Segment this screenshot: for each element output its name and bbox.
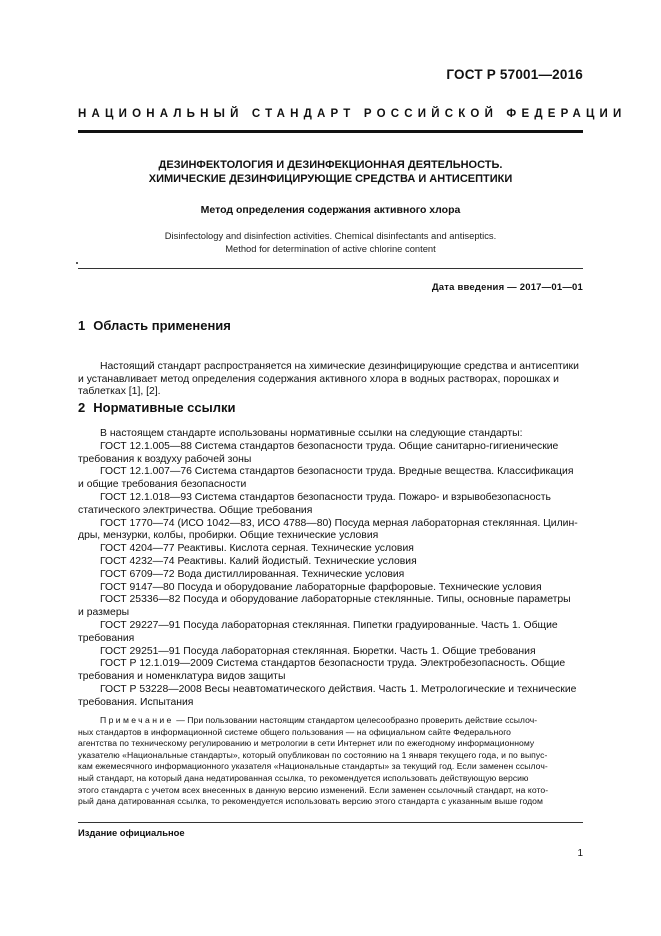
document-title bbox=[78, 158, 583, 186]
reference-line: требования. Испытания bbox=[78, 696, 194, 708]
national-standard-banner: НАЦИОНАЛЬНЫЙ СТАНДАРТ РОССИЙСКОЙ ФЕДЕРАЦИИ bbox=[78, 108, 627, 120]
note-line: рый дана датированная ссылка, то рекомендуется использовать версию этого стандарта с указанным выше годом bbox=[78, 796, 543, 807]
note-line: указателю «Национальные стандарты», который опубликован по состоянию на 1 января текущего года, и по выпус- bbox=[78, 749, 548, 760]
section-1-line: и устанавливает метод определения содержания активного хлора в водных растворах, порошках и bbox=[78, 373, 559, 385]
reference-line: ГОСТ 12.1.018—93 Система стандартов безопасности труда. Пожаро- и взрывобезопасность bbox=[100, 491, 551, 503]
note-line: — При пользовании настоящим стандартом целесообразно проверить действие ссылоч- bbox=[176, 715, 538, 725]
section-2-title: Нормативные ссылки bbox=[93, 400, 236, 415]
reference-line: ГОСТ 25336—82 Посуда и оборудование лабораторные стеклянные. Типы, основные параметры bbox=[100, 594, 571, 606]
reference-line: В настоящем стандарте использованы нормативные ссылки на следующие стандарты: bbox=[100, 428, 523, 439]
official-edition-label: Издание официальное bbox=[78, 827, 185, 838]
reference-line: ГОСТ Р 12.1.019—2009 Система стандартов безопасности труда. Электробезопасность. Общие bbox=[100, 658, 566, 670]
section-1-line bbox=[78, 348, 583, 374]
english-title-line-1: Disinfectology and disinfection activities. Chemical disinfectants and antiseptics. bbox=[164, 230, 497, 241]
reference-line: и общие требования безопасности bbox=[78, 479, 247, 491]
title-line-1: ДЕЗИНФЕКТОЛОГИЯ И ДЕЗИНФЕКЦИОННАЯ ДЕЯТЕЛЬНОСТЬ. bbox=[158, 159, 503, 171]
reference-line: ГОСТ 12.1.005—88 Система стандартов безопасности труда. Общие санитарно-гигиенические bbox=[100, 440, 559, 452]
reference-line: ГОСТ 4204—77 Реактивы. Кислота серная. Технические условия bbox=[100, 543, 414, 555]
reference-line: ГОСТ 29251—91 Посуда лабораторная стеклянная. Бюретки. Часть 1. Общие требования bbox=[100, 645, 536, 657]
section-1-line: таблетках [1], [2]. bbox=[78, 386, 161, 398]
document-code: ГОСТ Р 57001—2016 bbox=[446, 67, 583, 82]
reference-line: ГОСТ 12.1.007—76 Система стандартов безопасности труда. Вредные вещества. Классификация bbox=[100, 466, 574, 478]
page-number: 1 bbox=[577, 848, 583, 859]
note-line: этого стандарта с учетом всех внесенных в данную версию изменений. Если заменен ссылочный стандарт, на кото- bbox=[78, 784, 549, 795]
normative-references bbox=[78, 428, 583, 710]
english-title-line-2: Method for determination of active chlorine content bbox=[225, 243, 436, 254]
note-line: ный стандарт, на который дана недатированная ссылка, то рекомендуется использовать действующую версию bbox=[78, 772, 529, 783]
english-title bbox=[78, 229, 583, 255]
effective-date: Дата введения — 2017—01—01 bbox=[431, 282, 583, 293]
reference-line: ГОСТ 1770—74 (ИСО 1042—83, ИСО 4788—80) Посуда мерная лабораторная стеклянная. Цилин- bbox=[100, 517, 578, 529]
reference-line: требования и номенклатура видов защиты bbox=[78, 671, 286, 683]
reference-line: ГОСТ 29227—91 Посуда лабораторная стеклянная. Пипетки градуированные. Часть 1. Общие bbox=[100, 619, 558, 631]
note-label: Примечание bbox=[100, 715, 174, 725]
document-subtitle: Метод определения содержания активного хлора bbox=[200, 204, 461, 216]
section-1-number: 1 bbox=[78, 318, 86, 333]
note-line: кам ежемесячного информационного указателя «Национальные стандарты» за текущий год. Если заменен ссылоч- bbox=[78, 761, 548, 772]
reference-line: дры, мензурки, колбы, пробирки. Общие технические условия bbox=[78, 530, 379, 542]
reference-line: статического электричества. Общие требования bbox=[78, 504, 313, 516]
note-line: ных стандартов в информационной системе общего пользования — на официальном сайте Федерального bbox=[78, 726, 512, 737]
reference-line: требования bbox=[78, 632, 135, 644]
title-divider bbox=[78, 268, 583, 269]
section-2-number: 2 bbox=[78, 400, 86, 415]
reference-line: требования к воздуху рабочей зоны bbox=[78, 453, 252, 465]
reference-line: ГОСТ 4232—74 Реактивы. Калий йодистый. Технические условия bbox=[100, 555, 417, 567]
reference-line: ГОСТ 9147—80 Посуда и оборудование лабораторные фарфоровые. Технические условия bbox=[100, 581, 542, 593]
section-1-title: Область применения bbox=[93, 318, 231, 333]
header-divider bbox=[78, 130, 583, 133]
title-line-2: ХИМИЧЕСКИЕ ДЕЗИНФИЦИРУЮЩИЕ СРЕДСТВА И АНТИСЕПТИКИ bbox=[148, 173, 513, 185]
note-line: агентства по техническому регулированию и метрологии в сети Интернет или по ежегодному информационному bbox=[78, 738, 535, 749]
section-1-text bbox=[78, 348, 583, 399]
note-block bbox=[78, 715, 583, 808]
note-line-first bbox=[78, 715, 583, 727]
section-1-heading bbox=[78, 318, 231, 333]
section-1-line-text: Настоящий стандарт распространяется на химические дезинфицирующие средства и антисептики bbox=[100, 360, 579, 372]
footer-divider bbox=[78, 822, 583, 823]
reference-line: и размеры bbox=[78, 607, 130, 619]
section-2-heading bbox=[78, 400, 235, 415]
reference-line: ГОСТ 6709—72 Вода дистиллированная. Технические условия bbox=[100, 568, 405, 580]
stray-dot bbox=[76, 262, 78, 264]
reference-line: ГОСТ Р 53228—2008 Весы неавтоматического действия. Часть 1. Метрологические и технические bbox=[100, 683, 577, 695]
